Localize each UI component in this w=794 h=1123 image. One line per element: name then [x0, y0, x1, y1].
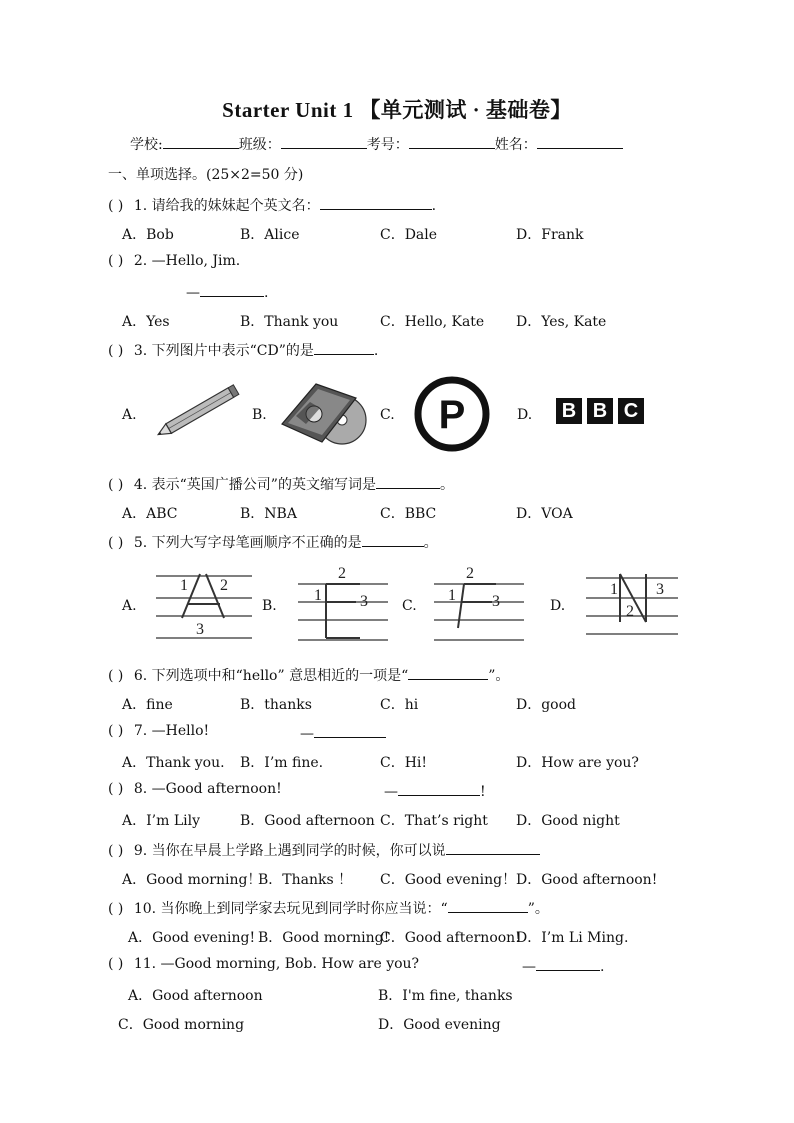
question-number: 1. — [133, 198, 148, 214]
name-label: 姓名： — [494, 137, 537, 153]
answer-blank[interactable] — [320, 195, 432, 210]
answer-paren[interactable]: ( ) — [108, 723, 124, 739]
question-number: 4. — [133, 477, 148, 493]
section-heading: 一、单项选择。(25×2=50 分) — [108, 167, 304, 183]
class-label: 班级： — [238, 137, 281, 153]
answer-paren[interactable]: ( ) — [108, 343, 124, 359]
answer-paren[interactable]: ( ) — [108, 668, 124, 684]
option-a[interactable]: A．Good morning！ — [122, 872, 262, 888]
question-text: 当你在早晨上学路上遇到同学的时候，你可以说 — [151, 843, 446, 859]
answer-paren[interactable]: ( ) — [108, 477, 124, 493]
answer-blank[interactable] — [446, 840, 540, 855]
question-number: 11. — [133, 956, 157, 972]
option-c[interactable]: C．Good evening！ — [380, 872, 517, 888]
name-field[interactable] — [537, 134, 623, 149]
option-b[interactable]: B．I'm fine, thanks — [378, 988, 513, 1004]
school-field[interactable] — [163, 134, 239, 149]
option-c[interactable]: C．Hello, Kate — [380, 314, 485, 330]
question-8 — [108, 781, 282, 797]
answer-blank[interactable] — [408, 665, 488, 680]
reply-line — [522, 956, 604, 975]
svg-text:2: 2 — [466, 565, 474, 582]
option-a[interactable]: A．Good afternoon — [128, 988, 263, 1004]
answer-paren[interactable]: ( ) — [108, 198, 124, 214]
reply-dash: — — [186, 285, 200, 301]
question-number: 8. — [133, 781, 148, 797]
question-text: 请给我的妹妹起个英文名： — [151, 198, 320, 214]
option-b[interactable]: B．Alice — [240, 227, 300, 243]
option-a[interactable]: A．ABC — [122, 506, 178, 522]
question-9 — [108, 840, 540, 860]
bbc-letter: C — [618, 398, 644, 424]
option-c[interactable]: C．hi — [380, 697, 419, 713]
svg-text:1: 1 — [610, 581, 618, 598]
svg-text:3: 3 — [492, 593, 500, 610]
answer-blank[interactable] — [362, 532, 424, 547]
question-text: —Hello, Jim. — [151, 253, 241, 269]
question-number: 7. — [133, 723, 148, 739]
svg-text:1: 1 — [314, 587, 322, 604]
question-6 — [108, 665, 509, 685]
question-text: —Good morning, Bob. How are you? — [160, 956, 420, 972]
question-text: —Good afternoon! — [151, 781, 282, 797]
reply-dash: — — [522, 959, 536, 975]
question-number: 9. — [133, 843, 148, 859]
reply-dash: — — [300, 726, 314, 742]
svg-text:1: 1 — [448, 587, 456, 604]
school-label: 学校: — [130, 137, 163, 153]
letter-e-strokes — [294, 562, 392, 646]
option-d[interactable]: D．I’m Li Ming. — [516, 930, 629, 946]
question-text: 当你晚上到同学家去玩见到同学时你应当说：“ — [160, 901, 448, 917]
option-d[interactable]: D．How are you? — [516, 755, 639, 771]
option-c[interactable]: C．Dale — [380, 227, 438, 243]
option-d[interactable]: D．Good afternoon! — [516, 872, 658, 888]
reply-dash: — — [384, 784, 398, 800]
svg-text:2: 2 — [338, 565, 346, 582]
answer-blank[interactable] — [314, 340, 374, 355]
option-a[interactable]: A．Thank you. — [122, 755, 225, 771]
q3-label-a[interactable]: A. — [122, 407, 137, 423]
option-c[interactable]: C．That’s right — [380, 813, 488, 829]
letter-a-strokes — [152, 568, 256, 644]
answer-paren[interactable]: ( ) — [108, 781, 124, 797]
answer-blank[interactable] — [314, 723, 386, 738]
option-a[interactable]: A．Good evening! — [128, 930, 256, 946]
option-d[interactable]: D．Frank — [516, 227, 584, 243]
answer-paren[interactable]: ( ) — [108, 901, 124, 917]
q5-label-b[interactable]: B. — [262, 598, 277, 614]
question-end: . — [373, 343, 379, 359]
bbc-letter: B — [587, 398, 613, 424]
option-b[interactable]: B．Good afternoon — [240, 813, 375, 829]
option-c[interactable]: C．Good morning — [118, 1017, 245, 1033]
reply-line — [300, 723, 386, 742]
question-text: 表示“英国广播公司”的英文缩写词是 — [151, 477, 376, 493]
parking-image — [410, 376, 494, 452]
q5-label-c[interactable]: C. — [402, 598, 417, 614]
option-c[interactable]: C．Good afternoon! — [380, 930, 521, 946]
option-d[interactable]: D．Yes, Kate — [516, 314, 607, 330]
answer-blank[interactable] — [398, 781, 480, 796]
svg-text:3: 3 — [360, 593, 368, 610]
answer-paren[interactable]: ( ) — [108, 253, 124, 269]
svg-text:3: 3 — [656, 581, 664, 598]
svg-text:P: P — [438, 393, 466, 437]
pencil-image — [150, 378, 250, 444]
q5-label-d[interactable]: D. — [550, 598, 566, 614]
option-b[interactable]: B．Thank you — [240, 314, 339, 330]
answer-paren[interactable]: ( ) — [108, 843, 124, 859]
answer-paren[interactable]: ( ) — [108, 956, 124, 972]
svg-text:2: 2 — [626, 603, 634, 620]
question-4 — [108, 474, 454, 494]
option-d[interactable]: D．good — [516, 697, 577, 713]
option-a[interactable]: A．fine — [122, 697, 173, 713]
question-end: . — [431, 198, 437, 214]
q5-label-a[interactable]: A. — [122, 598, 137, 614]
answer-blank[interactable] — [448, 898, 528, 913]
exam-no-field[interactable] — [409, 134, 495, 149]
class-field[interactable] — [281, 134, 367, 149]
answer-blank[interactable] — [536, 956, 600, 971]
option-b[interactable]: B．Thanks ！ — [258, 872, 353, 888]
option-a[interactable]: A．Yes — [122, 314, 170, 330]
reply-end: . — [264, 285, 269, 301]
option-d[interactable]: D．Good evening — [378, 1017, 501, 1033]
bbc-letter: B — [556, 398, 582, 424]
option-c[interactable]: C．Hi! — [380, 755, 428, 771]
option-b[interactable]: B．Good morning! — [258, 930, 390, 946]
question-2 — [108, 253, 240, 269]
option-b[interactable]: B．NBA — [240, 506, 297, 522]
letter-f-strokes — [430, 562, 528, 646]
header-fields — [130, 134, 623, 154]
reply-end: ! — [480, 784, 486, 800]
q3-label-d[interactable]: D. — [517, 407, 533, 423]
answer-paren[interactable]: ( ) — [108, 535, 124, 551]
bbc-logo — [556, 398, 644, 424]
reply-line — [384, 781, 486, 800]
exam-no-label: 考号： — [366, 137, 409, 153]
option-c[interactable]: C．BBC — [380, 506, 437, 522]
question-text: 下列图片中表示“CD”的是 — [151, 343, 314, 359]
option-d[interactable]: D．VOA — [516, 506, 573, 522]
option-b[interactable]: B．thanks — [240, 697, 312, 713]
question-7 — [108, 723, 209, 739]
question-3 — [108, 340, 378, 360]
q3-label-c[interactable]: C. — [380, 407, 395, 423]
question-11 — [108, 956, 419, 972]
answer-blank[interactable] — [200, 282, 264, 297]
question-text: 下列大写字母笔画顺序不正确的是 — [151, 535, 362, 551]
letter-n-strokes — [582, 568, 682, 644]
question-10 — [108, 898, 549, 918]
option-b[interactable]: B．I’m fine. — [240, 755, 324, 771]
svg-text:1: 1 — [180, 577, 188, 594]
question-number: 10. — [133, 901, 157, 917]
question-number: 3. — [133, 343, 148, 359]
answer-blank[interactable] — [376, 474, 440, 489]
question-number: 5. — [133, 535, 148, 551]
question-text: 下列选项中和“hello” 意思相近的一项是“ — [151, 668, 409, 684]
question-end: 。 — [423, 535, 438, 551]
option-a[interactable]: A．Bob — [122, 227, 174, 243]
cd-image — [276, 376, 372, 446]
q3-label-b[interactable]: B. — [252, 407, 267, 423]
question-number: 2. — [133, 253, 148, 269]
question-number: 6. — [133, 668, 148, 684]
svg-text:2: 2 — [220, 577, 228, 594]
page-title: Starter Unit 1 【单元测试 · 基础卷】 — [222, 98, 572, 122]
option-d[interactable]: D．Good night — [516, 813, 620, 829]
question-5 — [108, 532, 438, 552]
reply-end: . — [600, 959, 605, 975]
option-a[interactable]: A．I’m Lily — [122, 813, 200, 829]
question-end: ”。 — [488, 668, 510, 684]
svg-text:3: 3 — [196, 621, 204, 638]
reply-line — [186, 282, 268, 301]
question-end: 。 — [439, 477, 454, 493]
question-1 — [108, 195, 436, 215]
question-text: —Hello! — [151, 723, 210, 739]
question-end: ”。 — [527, 901, 549, 917]
